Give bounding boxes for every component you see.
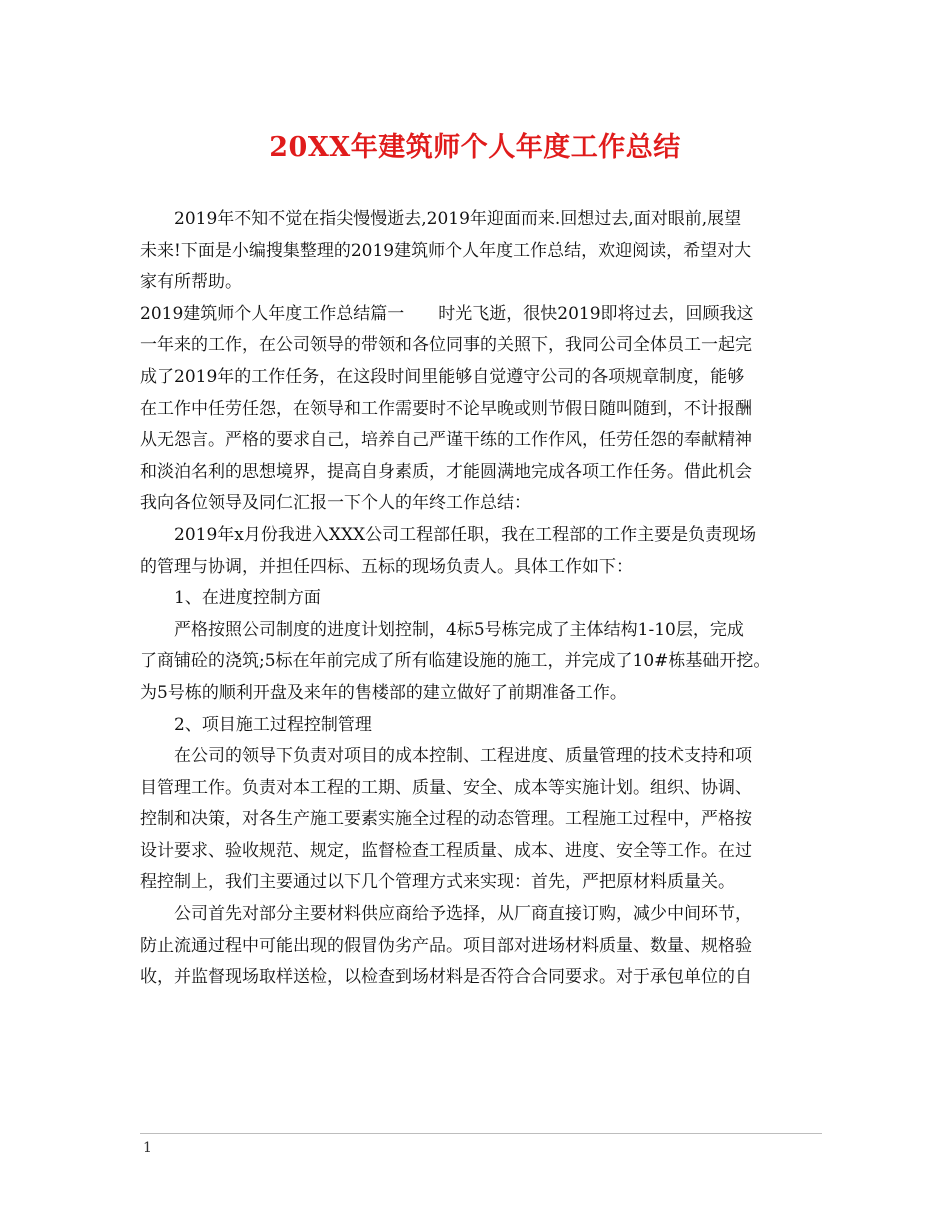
text-line: 在公司的领导下负责对项目的成本控制、工程进度、质量管理的技术支持和项 <box>174 746 752 767</box>
text-line: 一年来的工作，在公司领导的带领和各位同事的关照下，我同公司全体员工一起完 <box>140 335 752 356</box>
text-line: 未来!下面是小编搜集整理的2019建筑师个人年度工作总结，欢迎阅读，希望对大 <box>140 240 752 261</box>
text-line: 控制和决策，对各生产施工要素实施全过程的动态管理。工程施工过程中，严格按 <box>140 809 752 830</box>
text-line: 从无怨言。严格的要求自己，培养自己严谨干练的工作作风，任劳任怨的奉献精神 <box>140 430 752 451</box>
page-number: 1 <box>143 1140 152 1156</box>
text-line: 2019年x月份我进入XXX公司工程部任职，我在工程部的工作主要是负责现场 <box>174 524 757 545</box>
text-line: 和淡泊名利的思想境界，提高自身素质，才能圆满地完成各项工作任务。借此机会 <box>140 461 752 482</box>
text-line: 的管理与协调，并担任四标、五标的现场负责人。具体工作如下： <box>140 556 633 577</box>
text-line: 目管理工作。负责对本工程的工期、质量、安全、成本等实施计划。组织、协调、 <box>140 777 752 798</box>
text-line: 程控制上，我们主要通过以下几个管理方式来实现：首先，严把原材料质量关。 <box>140 872 735 893</box>
text-line: 公司首先对部分主要材料供应商给予选择，从厂商直接订购，减少中间环节， <box>174 904 752 925</box>
document-title: 20XX年建筑师个人年度工作总结 <box>269 132 681 163</box>
document-body <box>140 204 822 994</box>
text-line: 我向各位领导及同仁汇报一下个人的年终工作总结： <box>140 493 531 514</box>
text-line: 在工作中任劳任怨，在领导和工作需要时不论早晚或则节假日随叫随到，不计报酬 <box>140 398 752 419</box>
text-line: 2019年不知不觉在指尖慢慢逝去,2019年迎面而来.回想过去,面对眼前,展望 <box>174 209 742 229</box>
text-line: 2、项目施工过程控制管理 <box>174 714 372 735</box>
footer-divider <box>140 1133 822 1134</box>
text-line: 2019建筑师个人年度工作总结篇一 时光飞逝，很快2019即将过去，回顾我这 <box>140 303 754 324</box>
text-line: 家有所帮助。 <box>140 272 242 293</box>
text-line: 严格按照公司制度的进度计划控制，4标5号栋完成了主体结构1-10层，完成 <box>174 619 744 640</box>
text-line: 收，并监督现场取样送检，以检查到场材料是否符合合同要求。对于承包单位的自 <box>140 967 752 988</box>
text-line: 防止流通过程中可能出现的假冒伪劣产品。项目部对进场材料质量、数量、规格验 <box>140 935 752 956</box>
text-line: 为5号栋的顺利开盘及来年的售楼部的建立做好了前期准备工作。 <box>140 682 627 703</box>
text-line: 1、在进度控制方面 <box>174 588 321 609</box>
text-line: 了商铺砼的浇筑;5标在年前完成了所有临建设施的施工，并完成了10#栋基础开挖。 <box>140 651 771 672</box>
text-line: 成了2019年的工作任务，在这段时间里能够自觉遵守公司的各项规章制度，能够 <box>140 366 745 387</box>
text-line: 设计要求、验收规范、规定，监督检查工程质量、成本、进度、安全等工作。在过 <box>140 840 752 861</box>
